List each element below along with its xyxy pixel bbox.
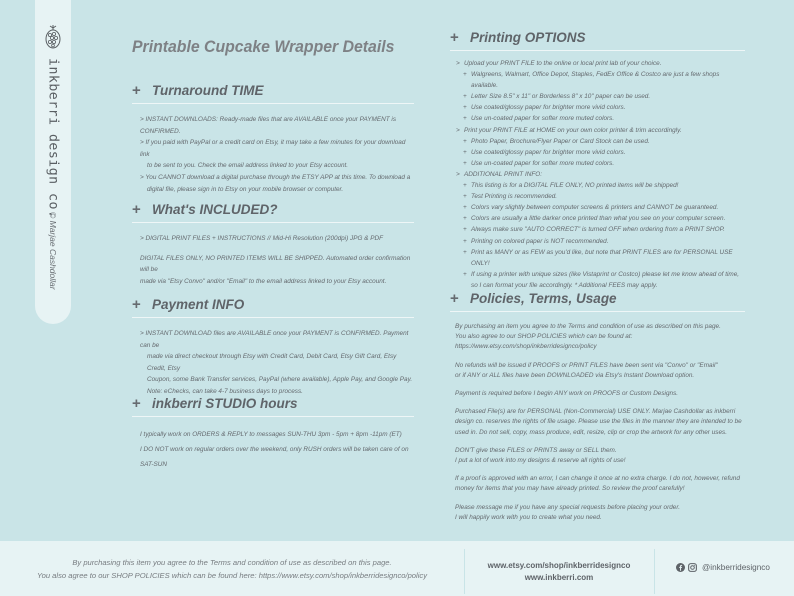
printing-item-text: ADDITIONAL PRINT INFO: [464, 170, 542, 178]
policy-paragraph [455, 389, 745, 399]
shop-link[interactable]: www.etsy.com/shop/inkberridesignco [487, 561, 631, 570]
printing-item [450, 113, 745, 124]
policies-section [450, 288, 745, 531]
plus-icon: + [132, 81, 141, 99]
printing-item [450, 180, 745, 191]
printing-item [450, 147, 745, 158]
printing-title: Printing OPTIONS [470, 29, 586, 45]
plus-bullet: + [463, 71, 467, 79]
plus-icon: + [132, 200, 141, 218]
turnaround-line: > INSTANT DOWNLOADS: Ready-made files that are AVAILABLE once your PAYMENT is CONFIRMED. [140, 116, 397, 135]
printing-item-text: Colors are usually a little darker once printed than what you see on your computer screen. [471, 215, 726, 223]
policy-line: Purchased File(s) are for PERSONAL (Non-Commercial) USE ONLY. Marjae Cashdollar as inkberri [455, 408, 736, 416]
printing-item-text: Photo Paper, Brochure/Flyer Paper or Card Stock can be used. [471, 137, 650, 145]
included-body [132, 233, 414, 287]
printing-item-text: Letter Size 8.5" x 11" or Borderless 8" x 10" paper can be used. [471, 93, 651, 101]
printing-item-text: Upload your PRINT FILE to the online or local print lab of your choice. [464, 60, 662, 67]
printing-section [450, 27, 745, 291]
section-divider [132, 416, 414, 417]
arrow-bullet: > [456, 126, 460, 134]
studio-line: I typically work on ORDERS & REPLY to messages SUN-THU 3pm - 5pm + 8pm -11pm (ET) [140, 431, 402, 438]
policy-line: I will happily work with you to create what you need. [455, 513, 602, 521]
printing-item [450, 58, 745, 69]
section-divider [450, 311, 745, 312]
printing-item-text: This listing is for a DIGITAL FILE ONLY, NO printed items will be shipped! [471, 182, 679, 190]
footer-terms-line[interactable]: You also agree to our SHOP POLICIES which can be found here: https://www.etsy.com/shop/inkberridesignco/policy [36, 571, 427, 580]
studio-body [132, 427, 414, 472]
payment-section [132, 294, 414, 398]
printing-item-text: Always make sure "AUTO CORRECT" is turned OFF when ordering from a PRINT SHOP. [471, 226, 725, 234]
turnaround-line: > You CANNOT download a digital purchase through the ETSY APP at this time. To download a [140, 173, 411, 181]
footer-terms [0, 556, 464, 582]
policy-line: Payment is required before I begin ANY work on PROOFS or Custom Designs. [455, 390, 679, 398]
facebook-icon[interactable] [676, 563, 685, 572]
turnaround-line: to be sent to you. Check the email address linked to your Etsy account. [147, 162, 349, 170]
policy-line: Please message me if you have any special requests before placing your order. [455, 503, 680, 511]
turnaround-line: digital file, please sign in to Etsy on your mobile browser or computer. [147, 185, 344, 193]
website-link[interactable]: www.inkberri.com [524, 573, 594, 582]
printing-item-text: Use coated/glossy paper for brighter more vivid colors. [471, 104, 626, 112]
plus-bullet: + [463, 104, 467, 112]
printing-item [450, 213, 745, 224]
payment-line: Coupon, some Bank Transfer services, PayPal (where available), Apple Pay, and Google Pay. [147, 376, 413, 384]
policy-line: I put a lot of work into my designs & reserve all rights of use! [455, 457, 626, 465]
arrow-bullet: > [456, 170, 460, 178]
footer-divider [654, 549, 655, 594]
plus-bullet: + [463, 193, 467, 201]
plus-bullet: + [463, 215, 467, 223]
payment-body [132, 328, 414, 398]
printing-item-text: Walgreens, Walmart, Office Depot, Staples, FedEx Office & Costco are just a few shops available. [471, 71, 720, 90]
payment-title: Payment INFO [152, 296, 245, 312]
included-section [132, 199, 414, 287]
printing-item-text: Printing on colored paper is NOT recommended. [471, 237, 609, 245]
social-handle[interactable]: @inkberridesignco [702, 563, 770, 572]
printing-item [450, 169, 745, 180]
section-divider [450, 50, 745, 51]
printing-item [450, 125, 745, 136]
policy-line: No refunds will be issued if PROOFS or PRINT FILES have been sent via "Convo" or "Email" [455, 361, 718, 369]
printing-list [450, 58, 745, 291]
printing-item-text: Use coated/glossy paper for brighter more vivid colors. [471, 148, 626, 156]
printing-item [450, 191, 745, 202]
policy-paragraph [455, 503, 745, 523]
plus-icon: + [450, 28, 459, 46]
section-divider [132, 103, 414, 104]
printing-item-text: Test Printing is recommended. [471, 193, 558, 201]
policies-title: Policies, Terms, Usage [470, 290, 617, 306]
policy-paragraph [455, 446, 745, 466]
brand-sidebar [35, 0, 71, 324]
plus-bullet: + [463, 226, 467, 234]
included-line: made via "Etsy Convo" and/or "Email" to the email address linked to your Etsy account. [140, 277, 387, 285]
printing-item [450, 102, 745, 113]
plus-bullet: + [463, 248, 467, 256]
policy-line: used in. Do not sell, copy, mass produce, edit, resize, clip or crop the artwork for any other uses. [455, 428, 727, 436]
footer-terms-line: By purchasing this item you agree to the Terms and condition of use as described on this page. [72, 558, 392, 567]
plus-icon: + [450, 289, 459, 307]
payment-line: Note: eChecks, can take 4-7 business days to process. [147, 387, 303, 395]
berry-logo-icon [44, 24, 62, 50]
printing-item [450, 91, 745, 102]
policy-line: money for items that you may have already printed. So review the proof carefully! [455, 485, 685, 493]
policy-line: If a proof is approved with an error, I can change it once at no extra charge. I do not, however, refund [455, 475, 740, 483]
policy-paragraph [455, 361, 745, 381]
footer-links [464, 560, 654, 584]
page-title: Printable Cupcake Wrapper Details [132, 37, 395, 56]
plus-bullet: + [463, 182, 467, 190]
printing-item-text: Colors vary slightly between computer screens & printers and CANNOT be guaranteed. [471, 204, 719, 212]
policy-line: https://www.etsy.com/shop/inkberridesignco/policy [455, 343, 597, 351]
included-line: DIGITAL FILES ONLY, NO PRINTED ITEMS WILL BE SHIPPED. Automated order confirmation will be [140, 254, 411, 274]
plus-bullet: + [463, 204, 467, 212]
plus-bullet: + [463, 93, 467, 101]
studio-line: I DO NOT work on regular orders over the weekend, only RUSH orders will be taken care of on SAT-SUN [140, 446, 409, 468]
policy-paragraph [455, 474, 745, 494]
turnaround-title: Turnaround TIME [152, 82, 264, 98]
printing-item [450, 269, 745, 280]
printing-item [450, 69, 745, 91]
policy-line: You also agree to our SHOP POLICIES which can be found at: [455, 333, 633, 341]
social-handle-group[interactable] [676, 563, 770, 572]
turnaround-body [132, 114, 414, 195]
plus-bullet: + [463, 237, 467, 245]
policy-line: DON'T give these FILES or PRINTS away or SELL them. [455, 446, 617, 454]
policy-line: design co. reserves the rights of file usage. Please use the files in the manner they are intended to be [455, 418, 742, 426]
printing-item [450, 247, 745, 269]
policy-line: or if ANY or ALL files have been DOWNLOADED via Etsy's Instant Download option. [455, 371, 695, 379]
plus-icon: + [132, 295, 141, 313]
plus-bullet: + [463, 148, 467, 156]
plus-icon: + [132, 394, 141, 412]
plus-bullet: + [463, 159, 467, 167]
payment-line: > INSTANT DOWNLOAD files are AVAILABLE once your PAYMENT is CONFIRMED. Payment can be [140, 330, 409, 349]
studio-title: inkberri STUDIO hours [152, 395, 298, 411]
studio-section [132, 393, 414, 472]
plus-bullet: + [463, 137, 467, 145]
printing-item [450, 236, 745, 247]
plus-bullet: + [463, 270, 467, 278]
payment-line: made via direct checkout through Etsy with Credit Card, Debit Card, Etsy Gift Card, Etsy Credit, Etsy [147, 353, 397, 372]
policies-body [450, 322, 745, 523]
printing-item [450, 224, 745, 235]
section-divider [132, 222, 414, 223]
printing-item [450, 158, 745, 169]
policy-line: By purchasing an item you agree to the Terms and condition of use as described on this page. [455, 323, 721, 330]
turnaround-section [132, 80, 414, 195]
printing-item-text: Use un-coated paper for softer more muted colors. [471, 115, 615, 123]
policy-paragraph [455, 407, 745, 438]
included-title: What's INCLUDED? [152, 201, 278, 217]
arrow-bullet: > [456, 60, 460, 67]
printing-item [450, 136, 745, 147]
included-line: > DIGITAL PRINT FILES + INSTRUCTIONS // Mid-Hi Resolution (200dpi) JPG & PDF [140, 235, 384, 242]
printing-item [450, 202, 745, 213]
printing-item-text: If using a printer with unique sizes (like Vistaprint or Costco) please let me know ahead of time, [471, 270, 740, 278]
plus-bullet: + [463, 115, 467, 123]
policy-paragraph [455, 322, 745, 353]
section-divider [132, 317, 414, 318]
instagram-icon[interactable] [688, 563, 697, 572]
copyright-signature: © Marjae Cashdollar [48, 212, 58, 290]
turnaround-line: > If you paid with PayPal or a credit card on Etsy, it may take a few minutes for your download link [140, 139, 406, 158]
printing-item-text: so I can format your file accordingly. * Additional FEES may apply. [471, 281, 658, 289]
printing-item-text: Print as MANY or as FEW as you'd like, but note that PRINT FILES are for PERSONAL USE ONLY! [471, 248, 733, 267]
printing-item-text: Use un-coated paper for softer more muted colors. [471, 159, 615, 167]
brand-name: inkberri design co. [45, 58, 61, 219]
printing-item-text: Print your PRINT FILE at HOME on your own color printer & trim accordingly. [464, 126, 682, 134]
